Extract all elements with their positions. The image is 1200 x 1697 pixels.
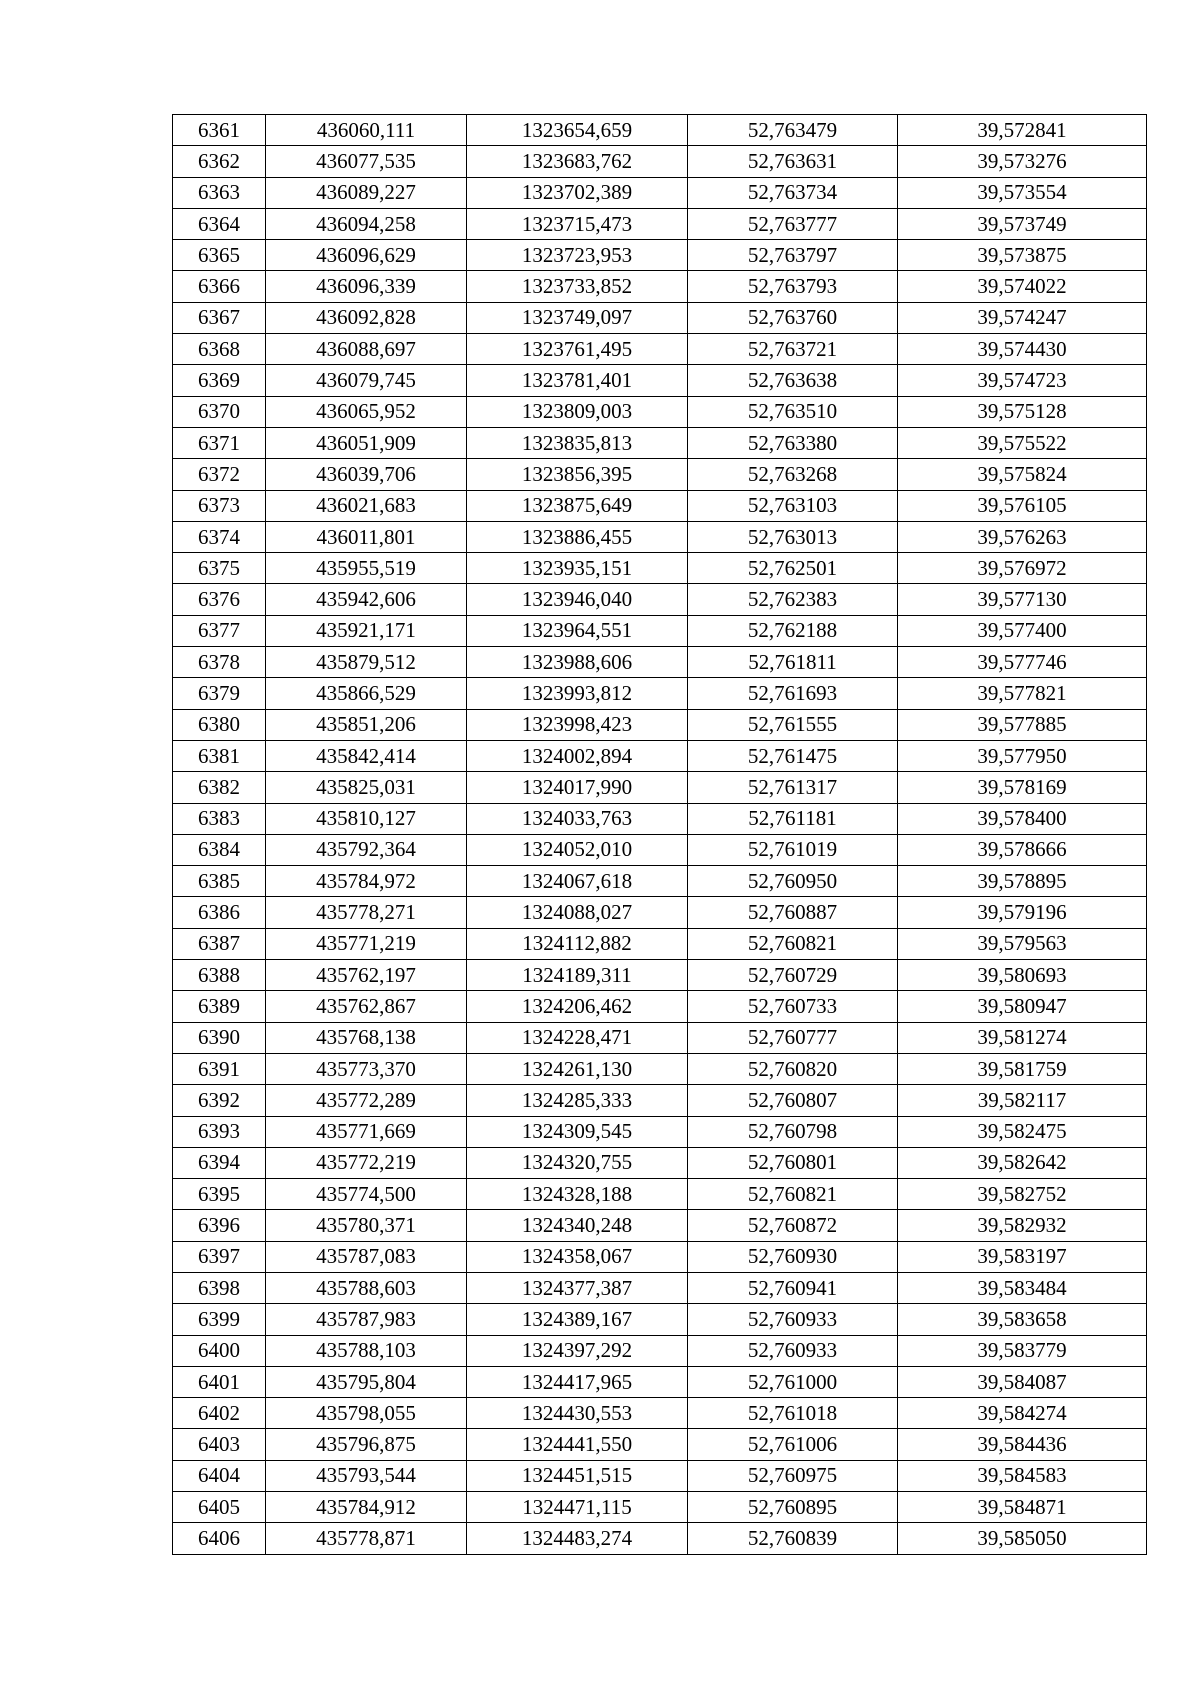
point-number-cell: 6389 <box>173 991 266 1022</box>
y-coordinate-cell: 1324017,990 <box>467 772 688 803</box>
longitude-cell: 39,578400 <box>898 803 1147 834</box>
x-coordinate-cell: 436011,801 <box>266 521 467 552</box>
y-coordinate-cell: 1323702,389 <box>467 177 688 208</box>
latitude-cell: 52,763734 <box>688 177 898 208</box>
latitude-cell: 52,763631 <box>688 146 898 177</box>
longitude-cell: 39,578169 <box>898 772 1147 803</box>
point-number-cell: 6376 <box>173 584 266 615</box>
point-number-cell: 6369 <box>173 365 266 396</box>
longitude-cell: 39,573749 <box>898 208 1147 239</box>
x-coordinate-cell: 436021,683 <box>266 490 467 521</box>
latitude-cell: 52,760941 <box>688 1272 898 1303</box>
x-coordinate-cell: 435778,871 <box>266 1523 467 1554</box>
latitude-cell: 52,760801 <box>688 1147 898 1178</box>
point-number-cell: 6364 <box>173 208 266 239</box>
y-coordinate-cell: 1324033,763 <box>467 803 688 834</box>
longitude-cell: 39,578895 <box>898 866 1147 897</box>
latitude-cell: 52,760820 <box>688 1053 898 1084</box>
x-coordinate-cell: 436094,258 <box>266 208 467 239</box>
table-row <box>173 1116 1147 1147</box>
y-coordinate-cell: 1323809,003 <box>467 396 688 427</box>
latitude-cell: 52,761018 <box>688 1398 898 1429</box>
point-number-cell: 6366 <box>173 271 266 302</box>
y-coordinate-cell: 1323654,659 <box>467 115 688 146</box>
longitude-cell: 39,576263 <box>898 521 1147 552</box>
x-coordinate-cell: 435842,414 <box>266 740 467 771</box>
latitude-cell: 52,763793 <box>688 271 898 302</box>
longitude-cell: 39,573554 <box>898 177 1147 208</box>
latitude-cell: 52,763721 <box>688 334 898 365</box>
x-coordinate-cell: 436092,828 <box>266 302 467 333</box>
x-coordinate-cell: 435787,983 <box>266 1304 467 1335</box>
x-coordinate-cell: 435825,031 <box>266 772 467 803</box>
y-coordinate-cell: 1323988,606 <box>467 647 688 678</box>
x-coordinate-cell: 436096,629 <box>266 240 467 271</box>
table-row <box>173 365 1147 396</box>
y-coordinate-cell: 1324261,130 <box>467 1053 688 1084</box>
latitude-cell: 52,763380 <box>688 427 898 458</box>
point-number-cell: 6373 <box>173 490 266 521</box>
table-row <box>173 897 1147 928</box>
latitude-cell: 52,761019 <box>688 834 898 865</box>
longitude-cell: 39,578666 <box>898 834 1147 865</box>
point-number-cell: 6377 <box>173 615 266 646</box>
x-coordinate-cell: 435778,271 <box>266 897 467 928</box>
longitude-cell: 39,577130 <box>898 584 1147 615</box>
x-coordinate-cell: 435784,972 <box>266 866 467 897</box>
table-row <box>173 1210 1147 1241</box>
latitude-cell: 52,760933 <box>688 1335 898 1366</box>
point-number-cell: 6368 <box>173 334 266 365</box>
x-coordinate-cell: 436077,535 <box>266 146 467 177</box>
latitude-cell: 52,761000 <box>688 1366 898 1397</box>
latitude-cell: 52,763638 <box>688 365 898 396</box>
y-coordinate-cell: 1324430,553 <box>467 1398 688 1429</box>
table-row <box>173 1398 1147 1429</box>
x-coordinate-cell: 435792,364 <box>266 834 467 865</box>
y-coordinate-cell: 1324320,755 <box>467 1147 688 1178</box>
y-coordinate-cell: 1323935,151 <box>467 553 688 584</box>
longitude-cell: 39,582117 <box>898 1085 1147 1116</box>
table-row <box>173 1022 1147 1053</box>
y-coordinate-cell: 1324397,292 <box>467 1335 688 1366</box>
longitude-cell: 39,577885 <box>898 709 1147 740</box>
latitude-cell: 52,760733 <box>688 991 898 1022</box>
y-coordinate-cell: 1324417,965 <box>467 1366 688 1397</box>
longitude-cell: 39,573276 <box>898 146 1147 177</box>
x-coordinate-cell: 435762,197 <box>266 960 467 991</box>
longitude-cell: 39,577950 <box>898 740 1147 771</box>
y-coordinate-cell: 1323946,040 <box>467 584 688 615</box>
latitude-cell: 52,762501 <box>688 553 898 584</box>
latitude-cell: 52,760777 <box>688 1022 898 1053</box>
y-coordinate-cell: 1324328,188 <box>467 1179 688 1210</box>
point-number-cell: 6398 <box>173 1272 266 1303</box>
table-row <box>173 772 1147 803</box>
longitude-cell: 39,577746 <box>898 647 1147 678</box>
point-number-cell: 6406 <box>173 1523 266 1554</box>
point-number-cell: 6370 <box>173 396 266 427</box>
y-coordinate-cell: 1324206,462 <box>467 991 688 1022</box>
table-row <box>173 334 1147 365</box>
x-coordinate-cell: 436060,111 <box>266 115 467 146</box>
latitude-cell: 52,760821 <box>688 928 898 959</box>
table-row <box>173 866 1147 897</box>
longitude-cell: 39,584087 <box>898 1366 1147 1397</box>
table-row <box>173 271 1147 302</box>
latitude-cell: 52,763510 <box>688 396 898 427</box>
latitude-cell: 52,761006 <box>688 1429 898 1460</box>
latitude-cell: 52,761475 <box>688 740 898 771</box>
table-row <box>173 427 1147 458</box>
x-coordinate-cell: 435772,219 <box>266 1147 467 1178</box>
y-coordinate-cell: 1323781,401 <box>467 365 688 396</box>
point-number-cell: 6391 <box>173 1053 266 1084</box>
latitude-cell: 52,760933 <box>688 1304 898 1335</box>
longitude-cell: 39,584274 <box>898 1398 1147 1429</box>
x-coordinate-cell: 435784,912 <box>266 1492 467 1523</box>
x-coordinate-cell: 435788,103 <box>266 1335 467 1366</box>
longitude-cell: 39,577821 <box>898 678 1147 709</box>
table-row <box>173 521 1147 552</box>
table-row <box>173 1523 1147 1554</box>
latitude-cell: 52,762383 <box>688 584 898 615</box>
latitude-cell: 52,760872 <box>688 1210 898 1241</box>
point-number-cell: 6402 <box>173 1398 266 1429</box>
point-number-cell: 6361 <box>173 115 266 146</box>
y-coordinate-cell: 1323733,852 <box>467 271 688 302</box>
x-coordinate-cell: 436089,227 <box>266 177 467 208</box>
latitude-cell: 52,760729 <box>688 960 898 991</box>
latitude-cell: 52,760798 <box>688 1116 898 1147</box>
table-row <box>173 459 1147 490</box>
point-number-cell: 6380 <box>173 709 266 740</box>
x-coordinate-cell: 435771,219 <box>266 928 467 959</box>
point-number-cell: 6403 <box>173 1429 266 1460</box>
longitude-cell: 39,582475 <box>898 1116 1147 1147</box>
table-row <box>173 740 1147 771</box>
latitude-cell: 52,760839 <box>688 1523 898 1554</box>
longitude-cell: 39,576105 <box>898 490 1147 521</box>
latitude-cell: 52,763013 <box>688 521 898 552</box>
table-row <box>173 1241 1147 1272</box>
x-coordinate-cell: 435866,529 <box>266 678 467 709</box>
point-number-cell: 6397 <box>173 1241 266 1272</box>
point-number-cell: 6394 <box>173 1147 266 1178</box>
y-coordinate-cell: 1324483,274 <box>467 1523 688 1554</box>
latitude-cell: 52,761693 <box>688 678 898 709</box>
y-coordinate-cell: 1323723,953 <box>467 240 688 271</box>
x-coordinate-cell: 435773,370 <box>266 1053 467 1084</box>
x-coordinate-cell: 435795,804 <box>266 1366 467 1397</box>
x-coordinate-cell: 435780,371 <box>266 1210 467 1241</box>
table-row <box>173 1492 1147 1523</box>
x-coordinate-cell: 436096,339 <box>266 271 467 302</box>
y-coordinate-cell: 1323749,097 <box>467 302 688 333</box>
y-coordinate-cell: 1324285,333 <box>467 1085 688 1116</box>
table-row <box>173 1304 1147 1335</box>
x-coordinate-cell: 435788,603 <box>266 1272 467 1303</box>
point-number-cell: 6400 <box>173 1335 266 1366</box>
x-coordinate-cell: 436051,909 <box>266 427 467 458</box>
longitude-cell: 39,577400 <box>898 615 1147 646</box>
x-coordinate-cell: 435771,669 <box>266 1116 467 1147</box>
y-coordinate-cell: 1324052,010 <box>467 834 688 865</box>
coordinates-table-body <box>173 115 1147 1555</box>
longitude-cell: 39,572841 <box>898 115 1147 146</box>
point-number-cell: 6378 <box>173 647 266 678</box>
longitude-cell: 39,579196 <box>898 897 1147 928</box>
y-coordinate-cell: 1324309,545 <box>467 1116 688 1147</box>
point-number-cell: 6390 <box>173 1022 266 1053</box>
table-row <box>173 960 1147 991</box>
latitude-cell: 52,760807 <box>688 1085 898 1116</box>
point-number-cell: 6383 <box>173 803 266 834</box>
latitude-cell: 52,761181 <box>688 803 898 834</box>
y-coordinate-cell: 1324002,894 <box>467 740 688 771</box>
x-coordinate-cell: 435772,289 <box>266 1085 467 1116</box>
longitude-cell: 39,582642 <box>898 1147 1147 1178</box>
latitude-cell: 52,761555 <box>688 709 898 740</box>
y-coordinate-cell: 1324451,515 <box>467 1460 688 1491</box>
y-coordinate-cell: 1323993,812 <box>467 678 688 709</box>
table-row <box>173 647 1147 678</box>
longitude-cell: 39,574723 <box>898 365 1147 396</box>
x-coordinate-cell: 435810,127 <box>266 803 467 834</box>
point-number-cell: 6382 <box>173 772 266 803</box>
point-number-cell: 6399 <box>173 1304 266 1335</box>
point-number-cell: 6387 <box>173 928 266 959</box>
longitude-cell: 39,576972 <box>898 553 1147 584</box>
table-row <box>173 678 1147 709</box>
table-row <box>173 1147 1147 1178</box>
point-number-cell: 6395 <box>173 1179 266 1210</box>
longitude-cell: 39,584583 <box>898 1460 1147 1491</box>
point-number-cell: 6392 <box>173 1085 266 1116</box>
point-number-cell: 6381 <box>173 740 266 771</box>
y-coordinate-cell: 1324471,115 <box>467 1492 688 1523</box>
longitude-cell: 39,583484 <box>898 1272 1147 1303</box>
latitude-cell: 52,763760 <box>688 302 898 333</box>
x-coordinate-cell: 435921,171 <box>266 615 467 646</box>
point-number-cell: 6375 <box>173 553 266 584</box>
table-row <box>173 834 1147 865</box>
latitude-cell: 52,760821 <box>688 1179 898 1210</box>
table-row <box>173 584 1147 615</box>
y-coordinate-cell: 1323715,473 <box>467 208 688 239</box>
table-row <box>173 396 1147 427</box>
latitude-cell: 52,760895 <box>688 1492 898 1523</box>
x-coordinate-cell: 435768,138 <box>266 1022 467 1053</box>
point-number-cell: 6401 <box>173 1366 266 1397</box>
latitude-cell: 52,760950 <box>688 866 898 897</box>
latitude-cell: 52,761811 <box>688 647 898 678</box>
longitude-cell: 39,582932 <box>898 1210 1147 1241</box>
x-coordinate-cell: 435774,500 <box>266 1179 467 1210</box>
latitude-cell: 52,762188 <box>688 615 898 646</box>
x-coordinate-cell: 435787,083 <box>266 1241 467 1272</box>
y-coordinate-cell: 1324441,550 <box>467 1429 688 1460</box>
table-row <box>173 709 1147 740</box>
point-number-cell: 6372 <box>173 459 266 490</box>
x-coordinate-cell: 435798,055 <box>266 1398 467 1429</box>
table-row <box>173 1335 1147 1366</box>
point-number-cell: 6365 <box>173 240 266 271</box>
point-number-cell: 6384 <box>173 834 266 865</box>
x-coordinate-cell: 435942,606 <box>266 584 467 615</box>
latitude-cell: 52,763268 <box>688 459 898 490</box>
latitude-cell: 52,763797 <box>688 240 898 271</box>
y-coordinate-cell: 1324228,471 <box>467 1022 688 1053</box>
latitude-cell: 52,761317 <box>688 772 898 803</box>
table-row <box>173 1179 1147 1210</box>
y-coordinate-cell: 1323761,495 <box>467 334 688 365</box>
longitude-cell: 39,580947 <box>898 991 1147 1022</box>
table-row <box>173 1053 1147 1084</box>
table-row <box>173 1085 1147 1116</box>
longitude-cell: 39,583197 <box>898 1241 1147 1272</box>
table-row <box>173 146 1147 177</box>
longitude-cell: 39,573875 <box>898 240 1147 271</box>
longitude-cell: 39,575522 <box>898 427 1147 458</box>
y-coordinate-cell: 1324067,618 <box>467 866 688 897</box>
longitude-cell: 39,581274 <box>898 1022 1147 1053</box>
latitude-cell: 52,763103 <box>688 490 898 521</box>
point-number-cell: 6386 <box>173 897 266 928</box>
y-coordinate-cell: 1324358,067 <box>467 1241 688 1272</box>
latitude-cell: 52,760930 <box>688 1241 898 1272</box>
x-coordinate-cell: 435851,206 <box>266 709 467 740</box>
y-coordinate-cell: 1324389,167 <box>467 1304 688 1335</box>
x-coordinate-cell: 436065,952 <box>266 396 467 427</box>
x-coordinate-cell: 436079,745 <box>266 365 467 396</box>
table-row <box>173 177 1147 208</box>
y-coordinate-cell: 1324112,882 <box>467 928 688 959</box>
point-number-cell: 6393 <box>173 1116 266 1147</box>
longitude-cell: 39,583779 <box>898 1335 1147 1366</box>
point-number-cell: 6404 <box>173 1460 266 1491</box>
x-coordinate-cell: 435793,544 <box>266 1460 467 1491</box>
latitude-cell: 52,760887 <box>688 897 898 928</box>
table-row <box>173 208 1147 239</box>
point-number-cell: 6405 <box>173 1492 266 1523</box>
y-coordinate-cell: 1324340,248 <box>467 1210 688 1241</box>
table-row <box>173 240 1147 271</box>
table-row <box>173 803 1147 834</box>
table-row <box>173 115 1147 146</box>
y-coordinate-cell: 1324088,027 <box>467 897 688 928</box>
point-number-cell: 6371 <box>173 427 266 458</box>
y-coordinate-cell: 1323998,423 <box>467 709 688 740</box>
longitude-cell: 39,575128 <box>898 396 1147 427</box>
table-row <box>173 928 1147 959</box>
longitude-cell: 39,575824 <box>898 459 1147 490</box>
point-number-cell: 6374 <box>173 521 266 552</box>
table-row <box>173 490 1147 521</box>
table-row <box>173 1272 1147 1303</box>
point-number-cell: 6363 <box>173 177 266 208</box>
x-coordinate-cell: 435879,512 <box>266 647 467 678</box>
table-row <box>173 302 1147 333</box>
point-number-cell: 6396 <box>173 1210 266 1241</box>
table-row <box>173 991 1147 1022</box>
longitude-cell: 39,582752 <box>898 1179 1147 1210</box>
y-coordinate-cell: 1323683,762 <box>467 146 688 177</box>
y-coordinate-cell: 1324377,387 <box>467 1272 688 1303</box>
y-coordinate-cell: 1323875,649 <box>467 490 688 521</box>
latitude-cell: 52,763479 <box>688 115 898 146</box>
y-coordinate-cell: 1324189,311 <box>467 960 688 991</box>
table-row <box>173 1429 1147 1460</box>
table-row <box>173 1460 1147 1491</box>
longitude-cell: 39,584436 <box>898 1429 1147 1460</box>
latitude-cell: 52,763777 <box>688 208 898 239</box>
point-number-cell: 6388 <box>173 960 266 991</box>
point-number-cell: 6385 <box>173 866 266 897</box>
table-row <box>173 553 1147 584</box>
point-number-cell: 6379 <box>173 678 266 709</box>
table-row <box>173 1366 1147 1397</box>
table-row <box>173 615 1147 646</box>
latitude-cell: 52,760975 <box>688 1460 898 1491</box>
y-coordinate-cell: 1323835,813 <box>467 427 688 458</box>
x-coordinate-cell: 436039,706 <box>266 459 467 490</box>
longitude-cell: 39,581759 <box>898 1053 1147 1084</box>
longitude-cell: 39,585050 <box>898 1523 1147 1554</box>
y-coordinate-cell: 1323856,395 <box>467 459 688 490</box>
x-coordinate-cell: 435796,875 <box>266 1429 467 1460</box>
point-number-cell: 6362 <box>173 146 266 177</box>
longitude-cell: 39,574430 <box>898 334 1147 365</box>
longitude-cell: 39,579563 <box>898 928 1147 959</box>
x-coordinate-cell: 435762,867 <box>266 991 467 1022</box>
y-coordinate-cell: 1323964,551 <box>467 615 688 646</box>
coordinates-table <box>172 114 1147 1555</box>
y-coordinate-cell: 1323886,455 <box>467 521 688 552</box>
longitude-cell: 39,583658 <box>898 1304 1147 1335</box>
longitude-cell: 39,584871 <box>898 1492 1147 1523</box>
longitude-cell: 39,574247 <box>898 302 1147 333</box>
x-coordinate-cell: 435955,519 <box>266 553 467 584</box>
longitude-cell: 39,580693 <box>898 960 1147 991</box>
longitude-cell: 39,574022 <box>898 271 1147 302</box>
point-number-cell: 6367 <box>173 302 266 333</box>
x-coordinate-cell: 436088,697 <box>266 334 467 365</box>
